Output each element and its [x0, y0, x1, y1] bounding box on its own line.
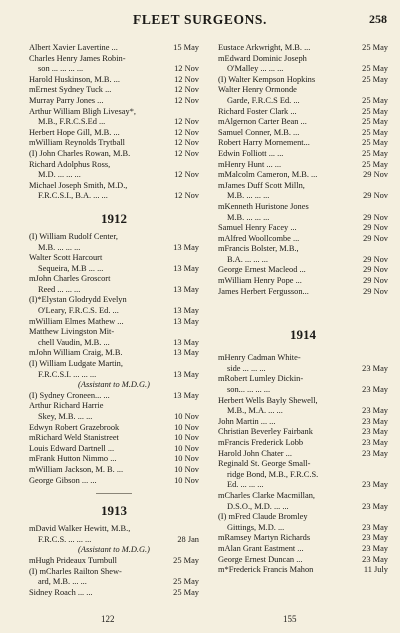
page-number: 258	[369, 12, 387, 26]
officer-name: mErnest Sydney Tuck ...	[29, 85, 112, 95]
list-item	[218, 244, 388, 255]
list-item	[29, 444, 199, 455]
page-title: FLEET SURGEONS.	[132, 12, 268, 27]
list-item	[29, 117, 199, 128]
list-item	[218, 64, 388, 75]
seniority-date: 29 Nov	[363, 170, 388, 180]
list-item	[29, 232, 199, 243]
seniority-date: 23 May	[362, 522, 388, 532]
officer-name: mAlgernon Carter Bean ...	[218, 117, 307, 127]
seniority-date: 13 May	[173, 263, 199, 273]
officer-name: mWilliam Elmes Mathew ...	[29, 316, 124, 326]
officer-name: Harold Huskinson, M.B. ...	[29, 74, 120, 84]
list-item	[29, 170, 199, 181]
officer-name: F.R.C.S.I. ... ... ...	[38, 369, 97, 379]
officer-name: Louis Edward Dartnell ...	[29, 443, 115, 453]
list-item	[218, 480, 388, 491]
seniority-date: 29 Nov	[363, 233, 388, 243]
officer-name: Christian Beverley Fairbank	[218, 427, 313, 437]
seniority-date: 29 Nov	[363, 191, 388, 201]
right-block-1914	[218, 353, 388, 575]
seniority-date: 12 Nov	[174, 74, 199, 84]
seniority-date: 23 May	[362, 385, 388, 395]
officer-name: F.R.C.S.I., B.A. ... ...	[38, 191, 108, 201]
seniority-date: 12 Nov	[174, 170, 199, 180]
officer-name: M.B., M.A. ... ...	[227, 406, 283, 416]
list-item	[218, 374, 388, 385]
list-item	[218, 276, 388, 287]
list-item	[29, 54, 199, 65]
list-item	[29, 401, 199, 412]
officer-name: Reed ... ... ...	[38, 284, 81, 294]
list-item	[218, 191, 388, 202]
seniority-date: 12 Nov	[174, 117, 199, 127]
page-header	[0, 0, 400, 28]
seniority-date: 29 Nov	[363, 276, 388, 286]
right-column	[218, 43, 388, 576]
seniority-date: 13 May	[173, 348, 199, 358]
officer-name: Reginald St. George Small-	[218, 459, 311, 469]
officer-name: Eustace Arkwright, M.B. ...	[218, 43, 311, 52]
seniority-date: 29 Nov	[363, 223, 388, 233]
seniority-date: 11 July	[363, 565, 388, 575]
seniority-date: 25 May	[362, 74, 388, 84]
seniority-date: 13 May	[173, 306, 199, 316]
officer-name: chell Vaudin, M.B. ...	[38, 337, 110, 347]
officer-name: ridge Bond, M.B., F.R.C.S.	[227, 469, 319, 479]
list-item	[29, 454, 199, 465]
officer-name: mWilliam Henry Pope ...	[218, 276, 302, 286]
officer-name: mAlfred Woollcombe ...	[218, 233, 300, 243]
list-item	[29, 128, 199, 139]
officer-name: mDavid Walker Hewitt, M.B.,	[29, 524, 131, 534]
list-item	[29, 476, 199, 487]
seniority-date: 15 May	[173, 43, 199, 52]
list-item	[29, 43, 199, 54]
list-item	[29, 306, 199, 317]
seniority-date: 12 Nov	[174, 64, 199, 74]
list-item	[218, 255, 388, 266]
list-item	[29, 160, 199, 171]
seniority-date: 13 May	[173, 337, 199, 347]
seniority-date: 10 Nov	[174, 443, 199, 453]
officer-name: O'Leary, F.R.C.S. Ed. ...	[38, 306, 119, 316]
list-item	[218, 565, 388, 576]
officer-name: mJohn William Craig, M.B.	[29, 348, 123, 358]
left-column	[29, 43, 199, 598]
officer-name: mWilliam Jackson, M. B. ...	[29, 464, 124, 474]
list-item	[29, 380, 199, 391]
officer-name: mFrancis Frederick Lobb	[218, 438, 304, 447]
seniority-date: 13 May	[173, 242, 199, 252]
officer-name: son ... ... ... ...	[38, 64, 84, 74]
seniority-date: 23 May	[362, 427, 388, 437]
list-item	[218, 202, 388, 213]
list-item	[218, 427, 388, 438]
officer-name: (I) Walter Kempson Hopkins	[218, 74, 316, 84]
seniority-date: 23 May	[362, 480, 388, 490]
seniority-date: 10 Nov	[174, 475, 199, 485]
officer-name: (Assistant to M.D.G.)	[78, 545, 150, 555]
officer-name: mAlan Grant Eastment ...	[218, 543, 304, 553]
folio-left: 122	[101, 614, 115, 624]
seniority-date: 25 May	[362, 43, 388, 52]
list-item	[218, 265, 388, 276]
officer-name: mHenry Cadman White-	[218, 353, 301, 363]
list-item	[218, 287, 388, 298]
list-item	[218, 160, 388, 171]
list-item	[29, 264, 199, 275]
list-item	[29, 348, 199, 359]
seniority-date: 10 Nov	[174, 412, 199, 421]
officer-name: mFrank Hutton Nimmo ...	[29, 454, 117, 464]
officer-name: mFrancis Bolster, M.B.,	[218, 244, 299, 254]
officer-name: Arthur Richard Harrie	[29, 401, 104, 411]
list-item	[29, 338, 199, 349]
officer-name: (I)*Elystan Glodrydd Evelyn	[29, 295, 127, 305]
officer-name: mRobert Lumley Dickin-	[218, 374, 304, 384]
list-item	[29, 149, 199, 160]
seniority-date: 29 Nov	[363, 254, 388, 264]
officer-name: (Assistant to M.D.G.)	[78, 380, 150, 390]
list-item	[29, 391, 199, 402]
list-item	[218, 491, 388, 502]
seniority-date: 10 Nov	[174, 433, 199, 443]
list-item	[218, 396, 388, 407]
officer-name: mJames Duff Scott Milln,	[218, 180, 305, 190]
officer-name: Garde, F.R.C.S Ed. ...	[227, 95, 300, 105]
list-item	[29, 64, 199, 75]
list-item	[29, 243, 199, 254]
officer-name: M.B. ... ... ...	[38, 242, 81, 252]
officer-name: m*Frederick Francis Mahon	[218, 565, 314, 575]
list-item	[29, 253, 199, 264]
officer-name: Richard Foster Clark ...	[218, 106, 297, 116]
officer-name: George Ernest Duncan ...	[218, 554, 303, 564]
officer-name: mCharles Clarke Macmillan,	[218, 490, 315, 500]
officer-name: M.D. ... ... ...	[38, 170, 81, 180]
list-item	[29, 567, 199, 578]
list-item	[29, 181, 199, 192]
list-item	[29, 433, 199, 444]
officer-name: O'Malley ... ... ...	[227, 64, 284, 74]
list-item	[218, 438, 388, 449]
seniority-date: 25 May	[362, 127, 388, 137]
list-item	[218, 502, 388, 513]
officer-name: B.A. ... ... ...	[227, 254, 268, 264]
seniority-date: 23 May	[362, 533, 388, 543]
list-item	[29, 412, 199, 423]
list-item	[218, 470, 388, 481]
officer-name: Herbert Hope Gill, M.B. ...	[29, 127, 120, 137]
officer-name: Richard Adolphus Ross,	[29, 159, 111, 169]
officer-name: son... ... ... ...	[227, 385, 271, 395]
officer-name: M.B. ... ... ...	[227, 191, 270, 201]
officer-name: Arthur William Bligh Livesay*,	[29, 106, 136, 116]
officer-name: Herbert Wells Bayly Shewell,	[218, 395, 318, 405]
officer-name: Edwin Folliott ... ...	[218, 148, 284, 158]
officer-name: (I) John Charles Rowan, M.B.	[29, 148, 131, 158]
officer-name: Skey, M.B. ... ...	[38, 412, 93, 421]
officer-name: Sidney Roach ... ...	[29, 587, 93, 597]
list-item	[218, 170, 388, 181]
officer-name: mRamsey Martyn Richards	[218, 533, 311, 543]
list-item	[218, 353, 388, 364]
seniority-date: 23 May	[362, 543, 388, 553]
list-item	[29, 327, 199, 338]
seniority-date: 25 May	[362, 95, 388, 105]
list-item	[29, 191, 199, 202]
officer-name: George Gibson ... ...	[29, 475, 97, 485]
right-block-top	[218, 43, 388, 297]
list-item	[29, 138, 199, 149]
officer-name: Albert Xavier Lavertine ...	[29, 43, 118, 52]
seniority-date: 23 May	[362, 554, 388, 564]
officer-name: mWilliam Reynolds Trytball	[29, 138, 125, 148]
list-item	[218, 107, 388, 118]
officer-name: F.R.C.S. ... ... ...	[38, 534, 92, 544]
list-item	[218, 149, 388, 160]
year-heading-1913: 1913	[101, 503, 127, 519]
list-item	[29, 524, 199, 535]
list-item	[218, 96, 388, 107]
list-item	[29, 465, 199, 476]
list-item	[218, 117, 388, 128]
officer-name: John Martin ... ...	[218, 416, 276, 426]
officer-name: Gittings, M.D. ...	[227, 522, 285, 532]
seniority-date: 12 Nov	[174, 191, 199, 201]
seniority-date: 13 May	[173, 284, 199, 294]
officer-name: side ... ... ...	[227, 363, 266, 373]
officer-name: (I) Sydney Croneen... ...	[29, 390, 110, 400]
seniority-date: 25 May	[362, 148, 388, 158]
list-item	[218, 544, 388, 555]
list-item	[218, 181, 388, 192]
seniority-date: 12 Nov	[174, 95, 199, 105]
year-heading-1914: 1914	[290, 327, 316, 343]
officer-name: Matthew Livingston Mit-	[29, 327, 115, 337]
officer-name: (I) William Rudolf Center,	[29, 231, 118, 241]
seniority-date: 25 May	[362, 138, 388, 148]
seniority-date: 23 May	[362, 501, 388, 511]
list-item	[29, 535, 199, 546]
officer-name: (I) William Ludgate Martin,	[29, 359, 123, 369]
officer-name: mHugh Prideaux Turnbull	[29, 555, 117, 565]
list-item	[29, 577, 199, 588]
seniority-date: 29 Nov	[363, 286, 388, 296]
list-item	[218, 54, 388, 65]
seniority-date: 10 Nov	[174, 464, 199, 474]
seniority-date: 25 May	[362, 117, 388, 127]
officer-name: George Ernest Macleod ...	[218, 265, 306, 275]
seniority-date: 13 May	[173, 369, 199, 379]
list-item	[218, 417, 388, 428]
list-item	[29, 285, 199, 296]
officer-name: Samuel Henry Facey ...	[218, 223, 297, 233]
list-item	[218, 43, 388, 54]
officer-name: Walter Scott Harcourt	[29, 253, 103, 263]
list-item	[218, 75, 388, 86]
left-block-1912	[29, 232, 199, 486]
officer-name: Charles Henry James Robin-	[29, 53, 126, 63]
seniority-date: 12 Nov	[174, 127, 199, 137]
list-item	[218, 364, 388, 375]
list-item	[218, 138, 388, 149]
officer-name: Sequeira, M.B ... ...	[38, 263, 104, 273]
seniority-date: 23 May	[362, 363, 388, 373]
officer-name: Ed. ... ... ...	[227, 480, 264, 490]
officer-name: D.S.O., M.D. ... ...	[227, 501, 289, 511]
list-item	[29, 545, 199, 556]
list-item	[29, 588, 199, 599]
section-divider	[96, 493, 132, 494]
list-item	[218, 385, 388, 396]
officer-name: Walter Henry Ormonde	[218, 85, 297, 95]
list-item	[29, 370, 199, 381]
seniority-date: 23 May	[362, 406, 388, 416]
seniority-date: 10 Nov	[174, 422, 199, 432]
list-item	[218, 459, 388, 470]
seniority-date: 23 May	[362, 416, 388, 426]
officer-name: M.B. ... ... ...	[227, 212, 270, 222]
officer-name: Michael Joseph Smith, M.D.,	[29, 180, 128, 190]
seniority-date: 29 Nov	[363, 265, 388, 275]
list-item	[218, 128, 388, 139]
officer-name: Robert Harry Mornement...	[218, 138, 310, 148]
officer-name: M.B., F.R.C.S.Ed ...	[38, 117, 106, 127]
seniority-date: 29 Nov	[363, 212, 388, 222]
officer-name: mMalcolm Cameron, M.B. ...	[218, 170, 318, 180]
list-item	[218, 406, 388, 417]
list-item	[218, 533, 388, 544]
seniority-date: 13 May	[173, 390, 199, 400]
seniority-date: 12 Nov	[174, 148, 199, 158]
officer-name: mRichard Weld Stanistreet	[29, 433, 119, 443]
seniority-date: 12 Nov	[174, 85, 199, 95]
list-item	[29, 85, 199, 96]
list-item	[29, 359, 199, 370]
year-heading-1912: 1912	[101, 210, 127, 226]
seniority-date: 28 Jan	[177, 534, 199, 544]
seniority-date: 25 May	[362, 64, 388, 74]
officer-name: mEdward Dominic Joseph	[218, 53, 307, 63]
left-block-top	[29, 43, 199, 202]
list-item	[218, 512, 388, 523]
list-item	[218, 223, 388, 234]
seniority-date: 13 May	[173, 316, 199, 326]
seniority-date: 25 May	[362, 106, 388, 116]
officer-name: ard, M.B. ... ...	[38, 577, 87, 587]
left-block-1913	[29, 524, 199, 598]
list-item	[29, 107, 199, 118]
officer-name: mKenneth Huristone Jones	[218, 201, 309, 211]
list-item	[218, 555, 388, 566]
officer-name: Harold John Chater ...	[218, 448, 292, 458]
list-item	[29, 96, 199, 107]
list-item	[218, 523, 388, 534]
seniority-date: 23 May	[362, 438, 388, 447]
list-item	[29, 556, 199, 567]
seniority-date: 25 May	[173, 555, 199, 565]
officer-name: (I) mCharles Railton Shew-	[29, 566, 122, 576]
seniority-date: 12 Nov	[174, 138, 199, 148]
list-item	[29, 274, 199, 285]
list-item	[218, 449, 388, 460]
list-item	[218, 213, 388, 224]
officer-name: (I) mFred Claude Bromley	[218, 512, 308, 522]
officer-name: mJohn Charles Groscort	[29, 274, 111, 284]
officer-name: Murray Parry Jones ...	[29, 95, 104, 105]
officer-name: James Herbert Fergusson...	[218, 286, 309, 296]
list-item	[29, 317, 199, 328]
list-item	[218, 234, 388, 245]
officer-name: mHenry Hunt ... ...	[218, 159, 282, 169]
officer-name: Edwyn Robert Grazebrook	[29, 422, 120, 432]
list-item	[29, 75, 199, 86]
seniority-date: 25 May	[173, 577, 199, 587]
seniority-date: 25 May	[362, 159, 388, 169]
seniority-date: 25 May	[173, 587, 199, 597]
officer-name: Samuel Conner, M.B. ...	[218, 127, 300, 137]
seniority-date: 23 May	[362, 448, 388, 458]
list-item	[218, 85, 388, 96]
list-item	[29, 295, 199, 306]
folio-right: 155	[283, 614, 297, 624]
list-item	[29, 423, 199, 434]
seniority-date: 10 Nov	[174, 454, 199, 464]
